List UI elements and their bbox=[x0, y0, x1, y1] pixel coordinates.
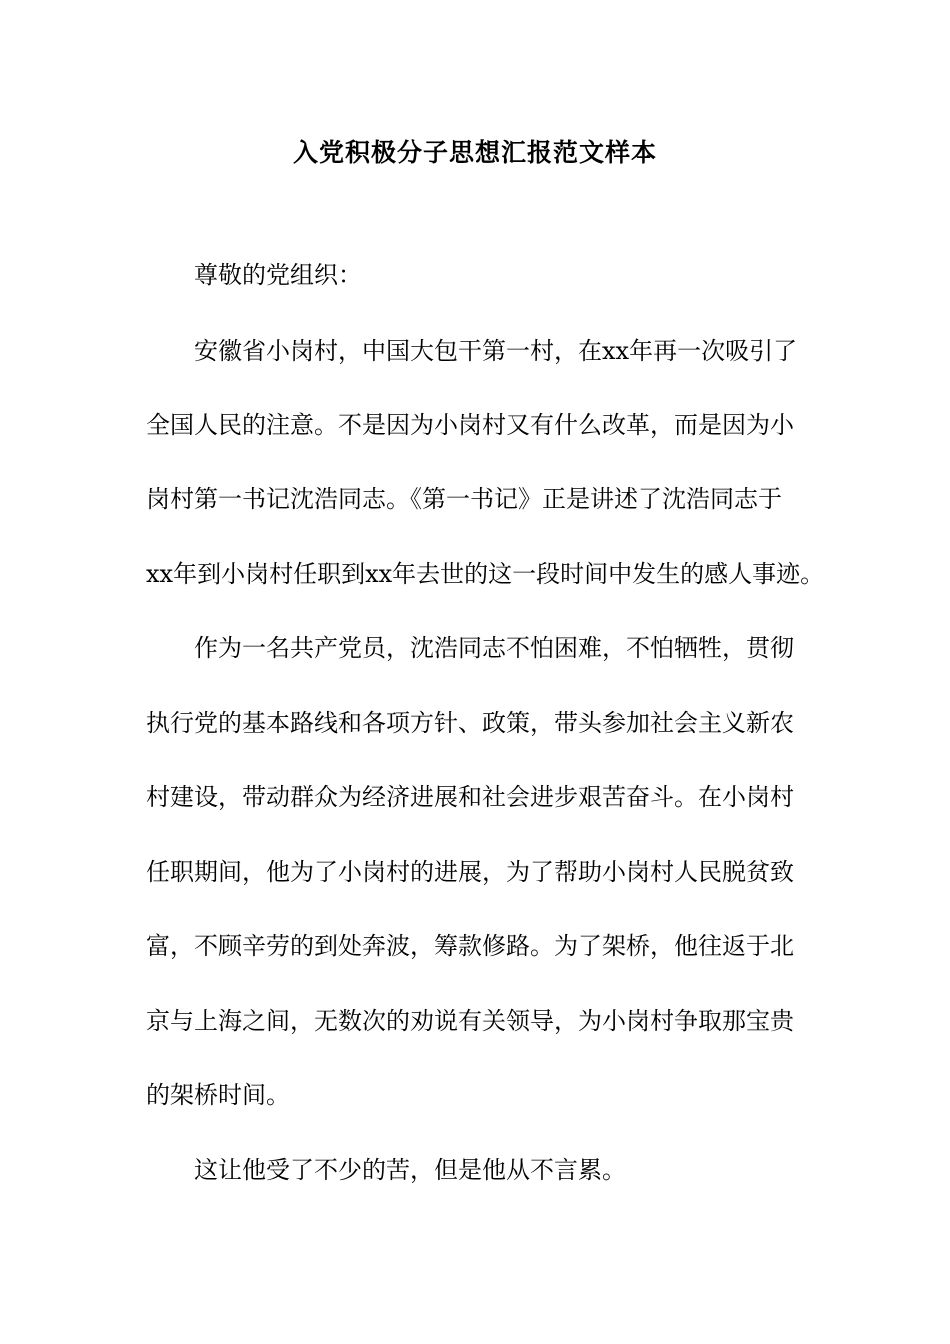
text-line: 京与上海之间，无数次的劝说有关领导，为小岗村争取那宝贵 bbox=[146, 1007, 794, 1035]
text-line: xx年到小岗村任职到xx年去世的这一段时间中发生的感人事迹。 bbox=[146, 560, 825, 588]
text-line: 这让他受了不少的苦，但是他从不言累。 bbox=[194, 1156, 626, 1184]
text-line: 执行党的基本路线和各项方针、政策，带头参加社会主义新农 bbox=[146, 709, 794, 737]
text-line: 作为一名共产党员，沈浩同志不怕困难，不怕牺牲，贯彻 bbox=[194, 634, 794, 662]
text-line: 的架桥时间。 bbox=[146, 1081, 290, 1109]
text-line: 村建设，带动群众为经济进展和社会进步艰苦奋斗。在小岗村 bbox=[146, 783, 794, 811]
salutation: 尊敬的党组织： bbox=[194, 261, 362, 289]
document-title: 入党积极分子思想汇报范文样本 bbox=[292, 138, 657, 167]
text-line: 安徽省小岗村，中国大包干第一村，在xx年再一次吸引了 bbox=[194, 337, 798, 365]
text-line: 全国人民的注意。不是因为小岗村又有什么改革，而是因为小 bbox=[146, 411, 794, 439]
text-line: 岗村第一书记沈浩同志。《第一书记》正是讲述了沈浩同志于 bbox=[146, 485, 782, 513]
text-line: 任职期间，他为了小岗村的进展，为了帮助小岗村人民脱贫致 bbox=[146, 858, 794, 886]
text-line: 富，不顾辛劳的到处奔波，筹款修路。为了架桥，他往返于北 bbox=[146, 932, 794, 960]
